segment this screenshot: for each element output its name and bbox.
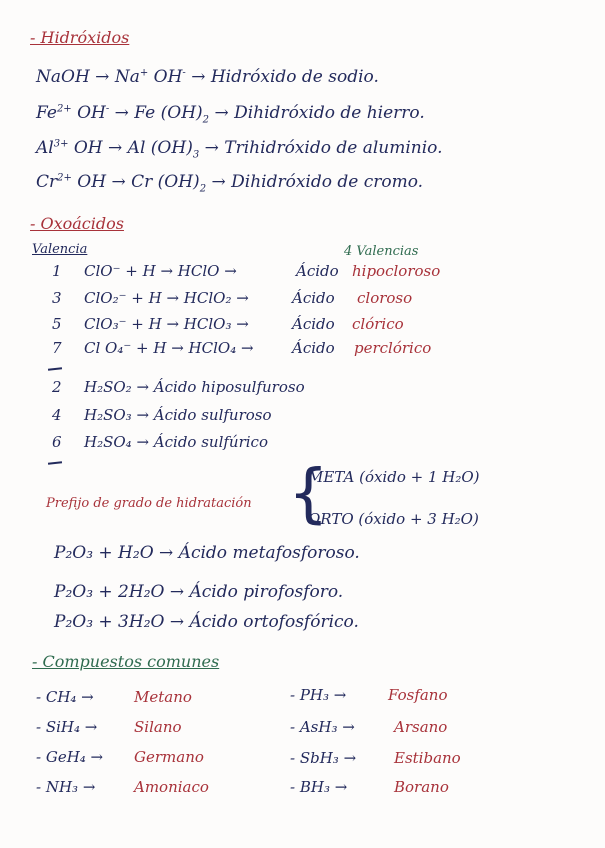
hidroxido-row-4: $Cr^{2+}$ OH → Cr $(OH)_2$ → Dihidróxido de cromo.	[36, 172, 424, 195]
compound-formula: - NH₃ →	[36, 778, 96, 796]
valencia-number: 5	[52, 315, 62, 333]
oxoacid-reaction: H₂SO₄ → Ácido sulfúrico	[84, 433, 268, 451]
compound-formula: - SiH₄ →	[36, 718, 98, 736]
acid-name: hipocloroso	[352, 262, 441, 280]
compound-name: Silano	[134, 718, 182, 736]
compound-name: Amoniaco	[134, 778, 209, 796]
compound-formula: - GeH₄ →	[36, 748, 104, 766]
compound-formula: - PH₃ →	[290, 686, 347, 704]
prefijo-label: Prefijo de grado de hidratación	[46, 496, 252, 511]
oxoacid-reaction: ClO⁻ + H → HClO →	[84, 262, 237, 280]
compound-formula: - BH₃ →	[290, 778, 348, 796]
divider-mark	[48, 367, 62, 370]
hidroxido-row-2: $Fe^{2+}$ OH- → Fe $(OH)_2$ → Dihidróxido de hierro.	[36, 103, 425, 126]
hidroxido-row-1: NaOH → Na+ OH- → Hidróxido de sodio.	[36, 67, 379, 87]
valencia-number: 4	[52, 406, 62, 424]
compound-name: Metano	[134, 688, 192, 706]
valencia-number: 6	[52, 433, 62, 451]
fosforo-reaction: P₂O₃ + 2H₂O → Ácido pirofosforo.	[54, 582, 344, 602]
acid-word: Ácido	[292, 339, 335, 357]
fosforo-reaction: P₂O₃ + 3H₂O → Ácido ortofosfórico.	[54, 612, 359, 632]
meta-definition: META (óxido + 1 H₂O)	[308, 468, 480, 486]
oxoacid-reaction: H₂SO₃ → Ácido sulfuroso	[84, 406, 272, 424]
brace: {	[288, 457, 329, 531]
valencia-number: 3	[52, 289, 62, 307]
divider-mark	[48, 461, 62, 464]
valencia-number: 2	[52, 378, 62, 396]
acid-name: perclórico	[354, 339, 432, 357]
acid-word: Ácido	[292, 289, 335, 307]
acid-word: Ácido	[296, 262, 339, 280]
compound-formula: - AsH₃ →	[290, 718, 355, 736]
hidroxido-name: Dihidróxido de hierro.	[234, 103, 425, 123]
compound-name: Fosfano	[388, 686, 448, 704]
acid-name: clórico	[352, 315, 404, 333]
oxoacid-reaction: ClO₃⁻ + H → HClO₃ →	[84, 315, 249, 333]
compound-name: Germano	[134, 748, 204, 766]
compound-name: Arsano	[394, 718, 448, 736]
hidroxido-name: Dihidróxido de cromo.	[231, 172, 424, 192]
valencias-note: 4 Valencias	[344, 244, 419, 259]
acid-word: Ácido	[292, 315, 335, 333]
compound-name: Borano	[394, 778, 449, 796]
hidroxido-name: Trihidróxido de aluminio.	[224, 138, 443, 158]
heading-hidroxidos: - Hidróxidos	[30, 28, 130, 47]
acid-name: cloroso	[357, 289, 413, 307]
valencia-number: 1	[52, 262, 62, 280]
orto-definition: ORTO (óxido + 3 H₂O)	[308, 510, 479, 528]
compound-formula: - CH₄ →	[36, 688, 94, 706]
oxoacid-reaction: ClO₂⁻ + H → HClO₂ →	[84, 289, 249, 307]
compound-name: Estibano	[394, 749, 461, 767]
hidroxido-name: Hidróxido de sodio.	[210, 67, 379, 87]
heading-oxoacidos: - Oxoácidos	[30, 214, 124, 233]
oxoacid-reaction: Cl O₄⁻ + H → HClO₄ →	[84, 339, 254, 357]
valencia-number: 7	[52, 339, 62, 357]
compound-formula: - SbH₃ →	[290, 749, 357, 767]
heading-compuestos: - Compuestos comunes	[32, 652, 220, 671]
valencia-label: Valencia	[32, 242, 88, 257]
fosforo-reaction: P₂O₃ + H₂O → Ácido metafosforoso.	[54, 543, 360, 563]
oxoacid-reaction: H₂SO₂ → Ácido hiposulfuroso	[84, 378, 305, 396]
hidroxido-row-3: $Al^{3+}$ OH → Al $(OH)_3$ → Trihidróxido de aluminio.	[36, 138, 443, 161]
